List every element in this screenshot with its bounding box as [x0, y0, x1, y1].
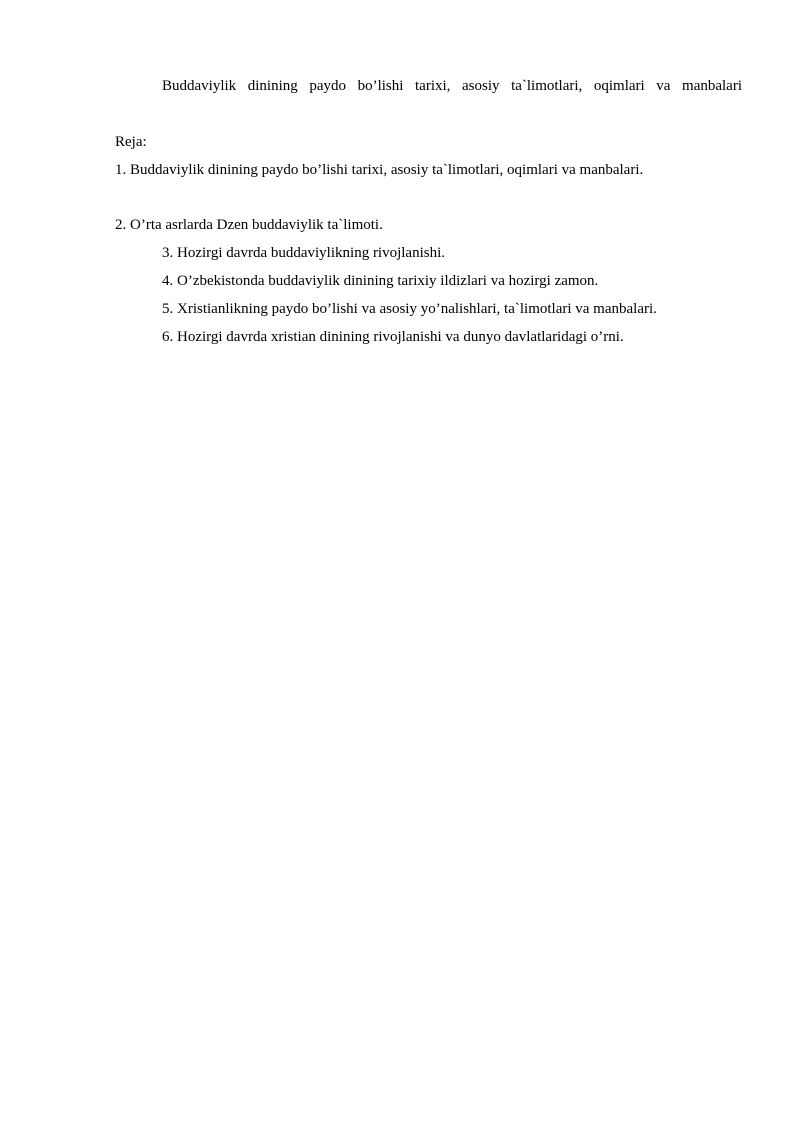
plan-item-2: 2. O’rta asrlarda Dzen buddaviylik ta`limoti.: [115, 217, 383, 233]
plan-heading: Reja:: [115, 134, 147, 150]
plan-item-1: 1. Buddaviylik dinining paydo bo’lishi tarixi, asosiy ta`limotlari, oqimlari va manbalari.: [115, 162, 644, 178]
document-title: Buddaviylik dinining paydo bo’lishi tarixi, asosiy ta`limotlari, oqimlari va manbalari: [162, 78, 742, 94]
plan-item-6: 6. Hozirgi davrda xristian dinining rivojlanishi va dunyo davlatlaridagi o’rni.: [162, 329, 624, 345]
plan-item-4: 4. O’zbekistonda buddaviylik dinining tarixiy ildizlari va hozirgi zamon.: [162, 273, 599, 289]
plan-item-5: 5. Xristianlikning paydo bo’lishi va asosiy yo’nalishlari, ta`limotlari va manbalari.: [162, 301, 657, 317]
plan-item-3: 3. Hozirgi davrda buddaviylikning rivojlanishi.: [162, 245, 446, 261]
